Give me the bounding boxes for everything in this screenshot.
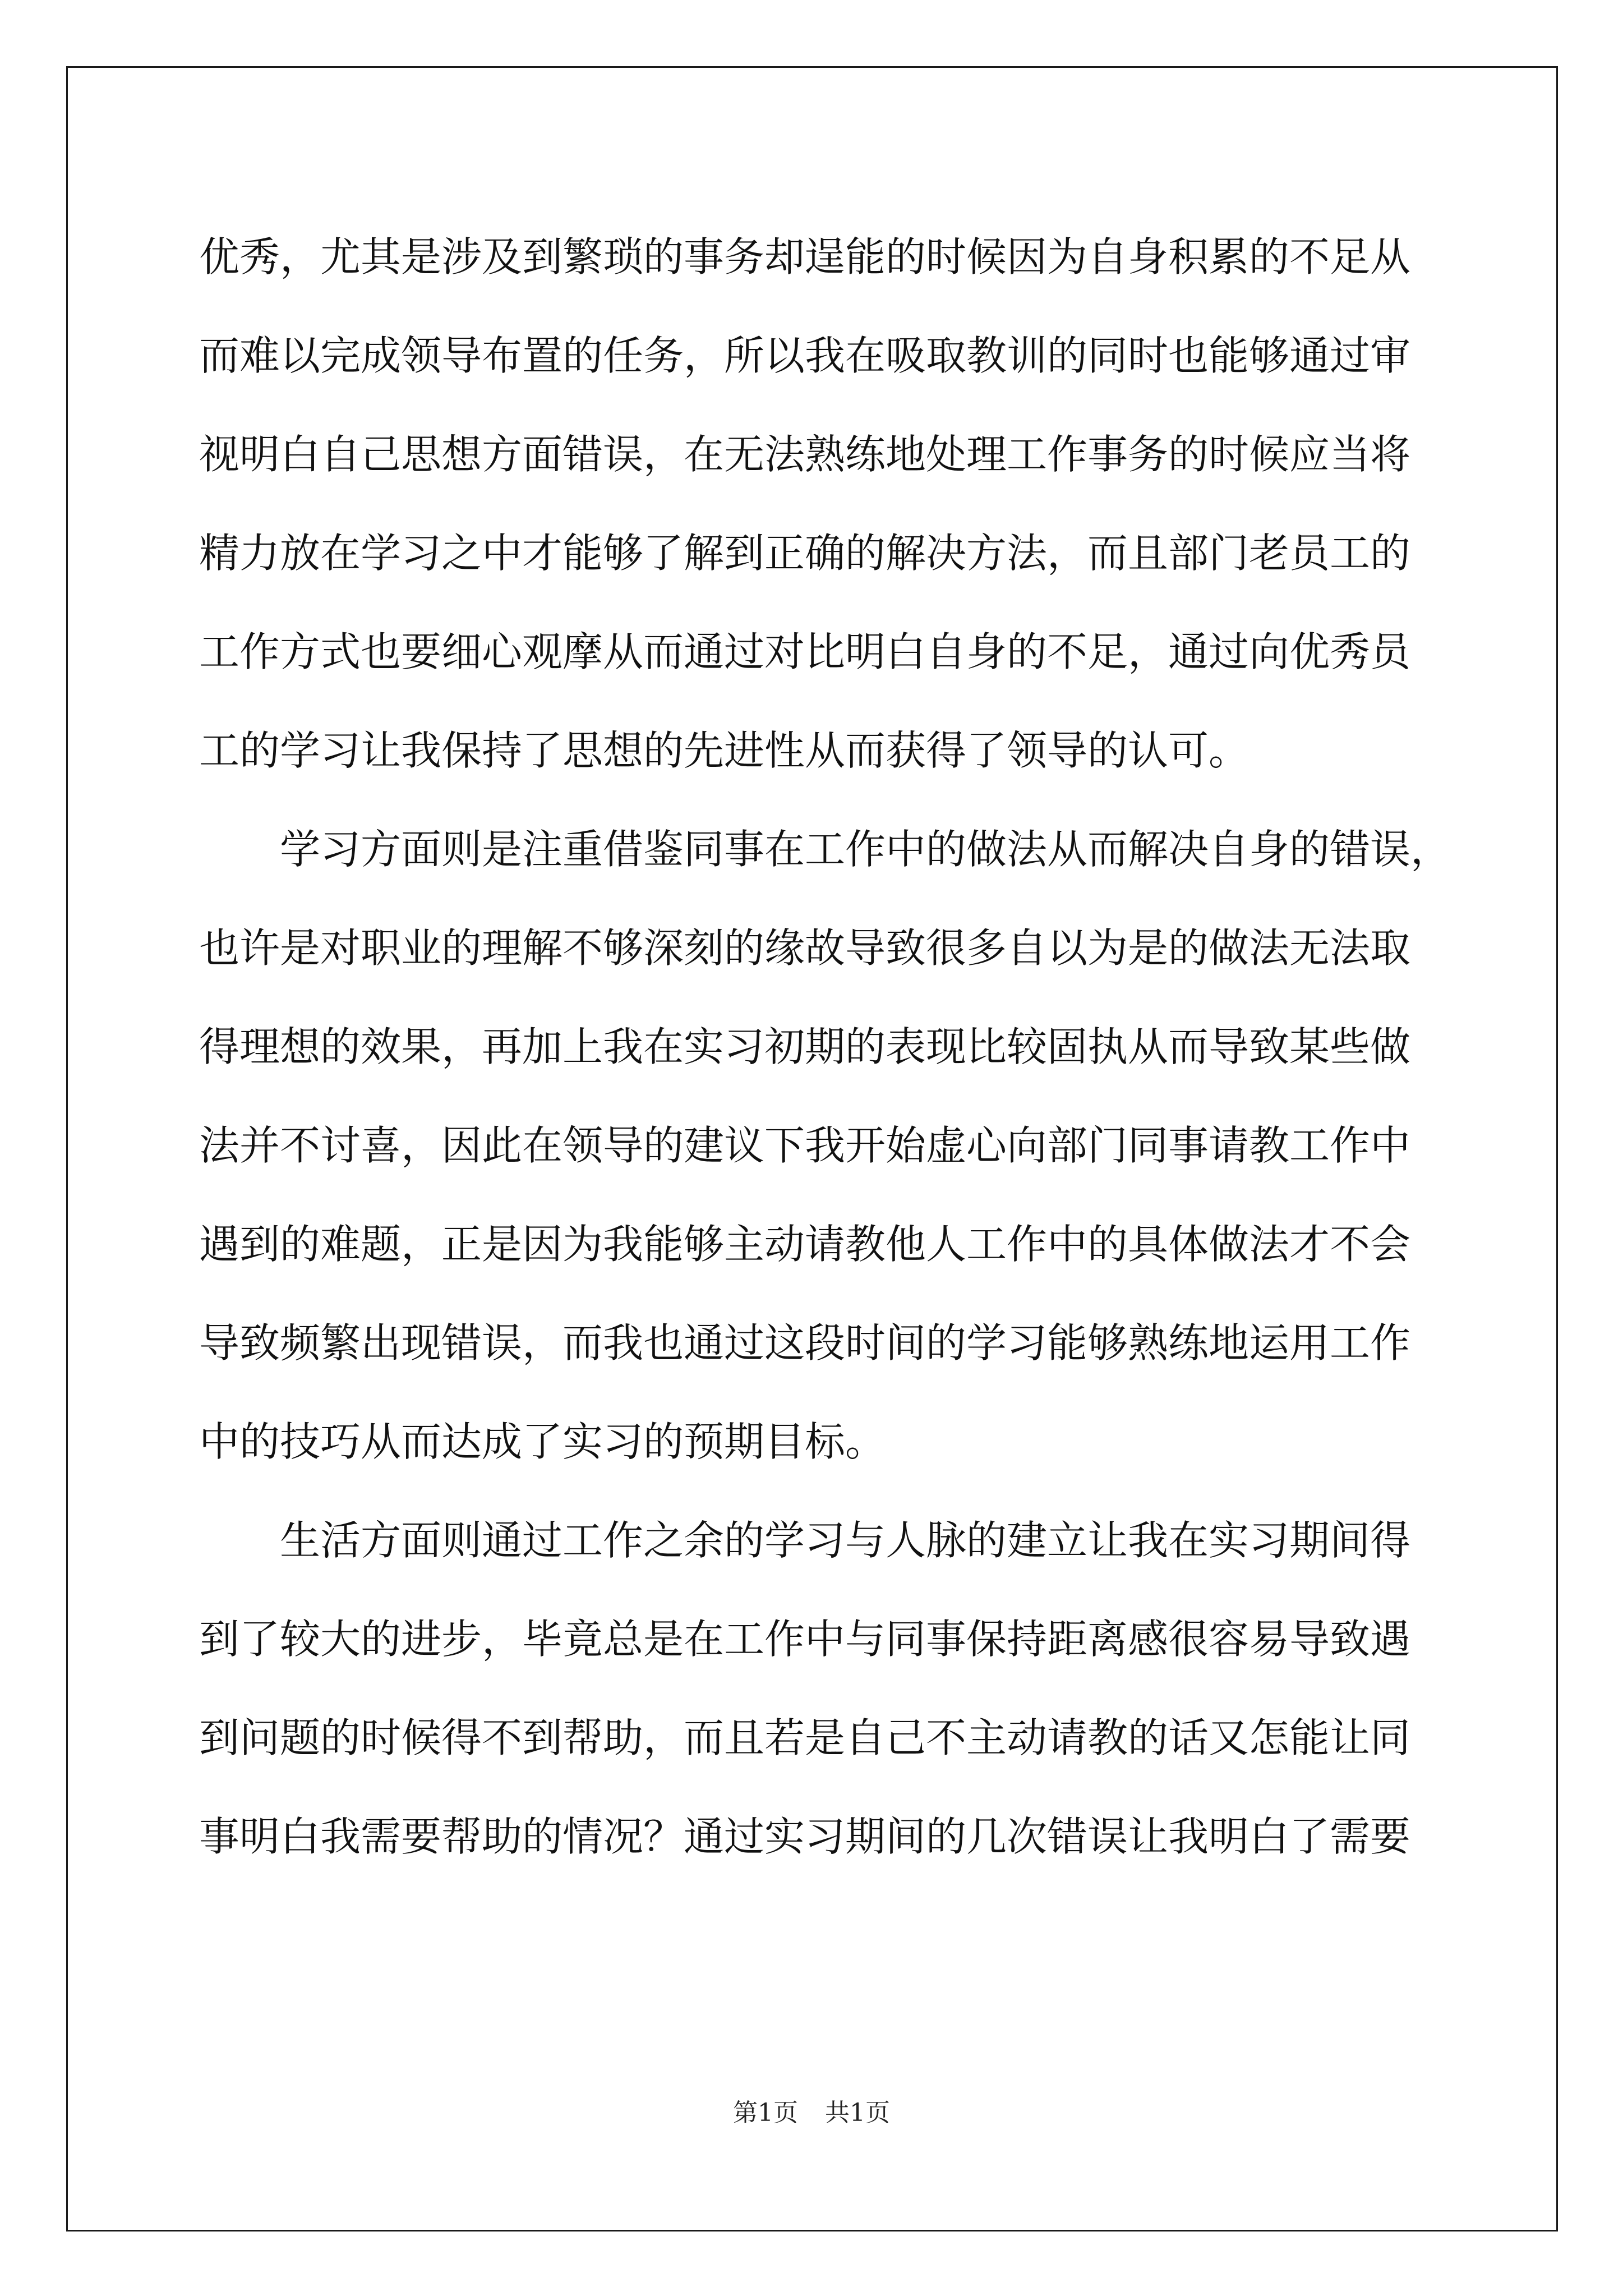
text-line: 工作方式也要细心观摩从而通过对比明白自身的不足，通过向优秀员 xyxy=(199,628,1411,675)
text-line: 优秀，尤其是涉及到繁琐的事务却逞能的时候因为自身积累的不足从 xyxy=(199,233,1411,280)
page-footer xyxy=(0,2092,1623,2128)
text-line: 到问题的时候得不到帮助，而且若是自己不主动请教的话又怎能让同 xyxy=(199,1714,1411,1761)
text-line: 得理想的效果，再加上我在实习初期的表现比较固执从而导致某些做 xyxy=(199,1023,1411,1070)
paragraph-first-line: 生活方面则通过工作之余的学习与人脉的建立让我在实习期间得 xyxy=(280,1517,1411,1564)
text-line: 导致频繁出现错误，而我也通过这段时间的学习能够熟练地运用工作 xyxy=(199,1319,1411,1366)
text-line: 工的学习让我保持了思想的先进性从而获得了领导的认可。 xyxy=(199,727,1249,774)
page-count: 共1页 xyxy=(825,2099,890,2127)
text-line: 而难以完成领导布置的任务，所以我在吸取教训的同时也能够通过审 xyxy=(199,332,1411,379)
text-line: 遇到的难题，正是因为我能够主动请教他人工作中的具体做法才不会 xyxy=(199,1221,1411,1268)
document-body xyxy=(199,208,1455,1886)
page-number: 第1页 xyxy=(733,2099,798,2127)
text-line: 中的技巧从而达成了实习的预期目标。 xyxy=(199,1418,886,1465)
text-line: 到了较大的进步，毕竟总是在工作中与同事保持距离感很容易导致遇 xyxy=(199,1616,1411,1663)
text-line: 法并不讨喜，因此在领导的建议下我开始虚心向部门同事请教工作中 xyxy=(199,1122,1411,1169)
text-line: 精力放在学习之中才能够了解到正确的解决方法，而且部门老员工的 xyxy=(199,530,1411,577)
paragraph-first-line: 学习方面则是注重借鉴同事在工作中的做法从而解决自身的错误， xyxy=(280,826,1451,873)
text-line: 也许是对职业的理解不够深刻的缘故导致很多自以为是的做法无法取 xyxy=(199,924,1411,972)
text-line: 视明白自己思想方面错误，在无法熟练地处理工作事务的时候应当将 xyxy=(199,431,1411,478)
text-line: 事明白我需要帮助的情况？通过实习期间的几次错误让我明白了需要 xyxy=(199,1813,1411,1860)
